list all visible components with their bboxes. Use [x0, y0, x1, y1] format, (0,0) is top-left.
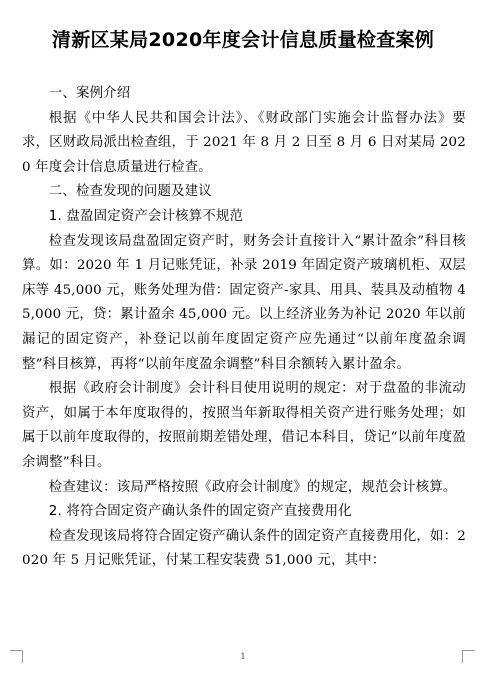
paragraph-issue-1-finding: 检查发现该局盘盈固定资产时，财务会计直接计入“累计盈余”科目核算。如：2020 年 1 月记账凭证，补录 2019 年固定资产玻璃机柜、双层床等 45,000 元，账务处理为借：固定资产-家具、用具、装具及动植物 45,000 元，贷：累计盈余 45,000 元。以上经济业务为补记 2020 年以前漏记的固定资产，补登记以前年度固定资产应先通过“以前年度盈余调整”科目核算，再将“以前年度盈余调整”科目余额转入累计盈余。 — [22, 233, 466, 372]
paragraph-issue-2-finding: 检查发现该局将符合固定资产确认条件的固定资产直接费用化，如：2020 年 5 月记账凭证，付某工程安装费 51,000 元，其中： — [22, 528, 466, 569]
document-title: 清新区某局2020年度会计信息质量检查案例 — [51, 29, 435, 51]
subheading-issue-2: 2. 将符合固定资产确认条件的固定资产直接费用化 — [48, 504, 352, 520]
section-heading-case-intro: 一、案例介绍 — [48, 86, 131, 101]
paragraph-issue-1-regulation: 根据《政府会计制度》会计科目使用说明的规定：对于盘盈的非流动资产，如属于本年度取得的，按照当年新取得相关资产进行账务处理；如属于以前年度取得的，按照前期差错处理，借记本科目，贷记“以前年度盈余调整”科目。 — [22, 381, 466, 470]
page-number: 1 — [240, 652, 246, 661]
paragraph-case-intro: 根据《中华人民共和国会计法》、《财政部门实施会计监督办法》要求，区财政局派出检查组，于 2021 年 8 月 2 日至 8 月 6 日对某局 2020 年度会计信息质量进行检查。 — [22, 110, 466, 175]
document-body — [22, 82, 466, 574]
subheading-issue-1: 1. 盘盈固定资产会计核算不规范 — [48, 208, 244, 224]
section-heading-findings: 二、检查发现的问题及建议 — [48, 184, 212, 200]
paragraph-issue-1-suggestion: 检查建议：该局严格按照《政府会计制度》的规定，规范会计核算。 — [48, 479, 457, 495]
